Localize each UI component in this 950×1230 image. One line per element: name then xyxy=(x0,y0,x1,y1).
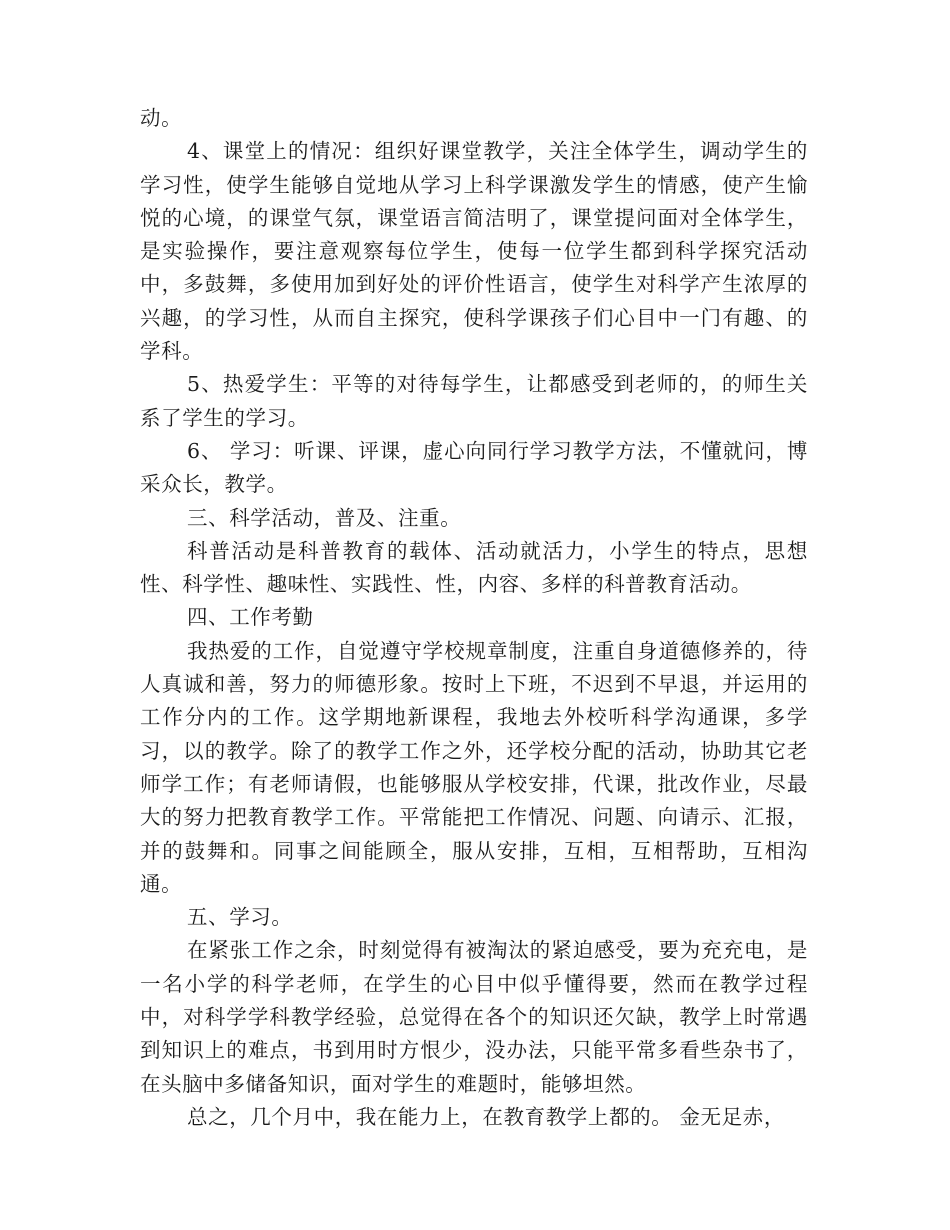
paragraph-continuation: 动。 xyxy=(140,106,183,130)
paragraph-summary: 总之，几个月中，我在能力上，在教育教学上都的。 金无足赤， xyxy=(187,1104,785,1129)
document-body xyxy=(140,102,808,1134)
paragraph-learning: 在紧张工作之余，时刻觉得有被淘汰的紧迫感受，要为充充电，是一名小学的科学老师，在学生的心目中似乎懂得要，然而在教学过程中，对科学学科教学经验，总觉得在各个的知识还欠缺，教学上时常遇到知识上的难点，书到用时方恨少，没办法，只能平常多看些杂书了，在头脑中多储备知识，面对学生的难题时，能够坦然。 xyxy=(140,938,808,1096)
paragraph-attendance: 我热爱的工作，自觉遵守学校规章制度，注重自身道德修养的，待人真诚和善，努力的师德形象。按时上下班，不迟到不早退，并运用的工作分内的工作。这学期地新课程，我地去外校听科学沟通课，多学习，以的教学。除了的教学工作之外，还学校分配的活动，协助其它老师学工作；有老师请假，也能够服从学校安排，代课，批改作业，尽最大的努力把教育教学工作。平常能把工作情况、问题、向请示、汇报，并的鼓舞和。同事之间能顾全，服从安排，互相，互相帮助，互相沟通。 xyxy=(140,638,808,896)
paragraph-classroom: 4、课堂上的情况：组织好课堂教学，关注全体学生，调动学生的学习性，使学生能够自觉地从学习上科学课激发学生的情感，使产生愉悦的心境，的课堂气氛，课堂语言简洁明了，课堂提问面对全体学生，是实验操作，要注意观察每位学生，使每一位学生都到科学探究活动中，多鼓舞，多使用加到好处的评价性语言，使学生对科学产生浓厚的兴趣，的学习性，从而自主探究，使科学课孩子们心目中一门有趣、的学科。 xyxy=(140,139,808,364)
paragraph-love-students: 5、热爱学生：平等的对待每学生，让都感受到老师的，的师生关系了学生的学习。 xyxy=(140,372,808,430)
section-heading-science-activities: 三、科学活动，普及、注重。 xyxy=(187,505,462,530)
paragraph-science-activities: 科普活动是科普教育的载体、活动就活力，小学生的特点，思想性、科学性、趣味性、实践性、性，内容、多样的科普教育活动。 xyxy=(140,538,808,597)
section-heading-attendance: 四、工作考勤 xyxy=(187,605,314,630)
paragraph-study: 6、 学习：听课、评课，虚心向同行学习教学方法，不懂就问，博采众长，教学。 xyxy=(140,438,808,497)
section-heading-learning: 五、学习。 xyxy=(187,905,293,930)
